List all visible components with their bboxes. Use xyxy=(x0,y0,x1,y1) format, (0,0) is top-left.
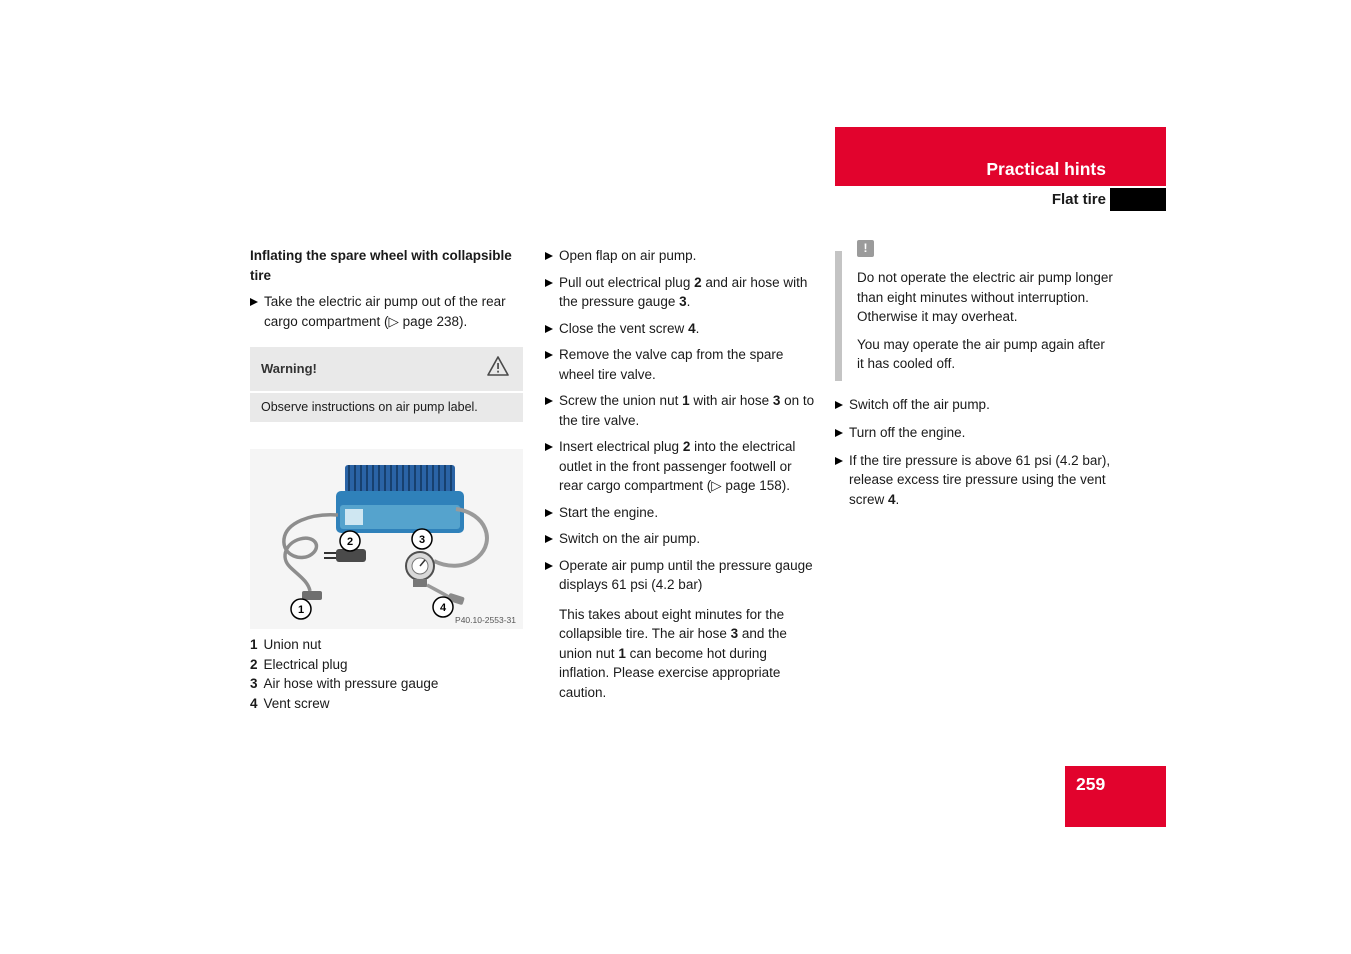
section-banner xyxy=(835,127,1166,186)
caution-note xyxy=(835,240,1113,374)
svg-text:2: 2 xyxy=(346,536,354,548)
inflation-duration-note: This takes about eight minutes for the collapsible tire. The air hose 3 and the union nut 1 can become hot during inflation. Please exercise appropriate caution. xyxy=(559,606,787,700)
bullet-triangle-icon xyxy=(835,423,849,443)
callout-2 xyxy=(340,531,360,551)
union-nut xyxy=(302,591,322,600)
instruction-step xyxy=(545,556,817,595)
step-text: Start the engine. xyxy=(559,504,659,520)
bullet-triangle-icon xyxy=(545,345,559,384)
figure-legend xyxy=(250,635,526,713)
instruction-step xyxy=(835,395,1113,415)
step-text: Open flap on air pump. xyxy=(559,248,697,263)
note-paragraph: You may operate the air pump again after it has cooled off. xyxy=(857,336,1105,371)
legend-label: Air hose with pressure gauge xyxy=(263,676,439,691)
legend-num: 2 xyxy=(250,656,258,672)
air-pump-illustration xyxy=(250,449,523,629)
instruction-step xyxy=(545,529,817,549)
warning-header xyxy=(250,347,523,391)
instruction-step xyxy=(545,273,817,312)
callout-4 xyxy=(433,597,453,617)
step-text: Take the electric air pump out of the rear cargo compartment (▷ page 238). xyxy=(264,294,506,329)
bullet-triangle-icon xyxy=(545,503,559,523)
page-number: 259 xyxy=(1076,774,1106,794)
note-paragraph: Do not operate the electric air pump longer than eight minutes without interruption. Otherwise it may overheat. xyxy=(857,270,1113,324)
legend-item xyxy=(250,635,526,655)
warning-triangle-icon xyxy=(486,355,510,383)
legend-num: 3 xyxy=(250,676,258,691)
subsection-row xyxy=(835,188,1166,211)
callout-3 xyxy=(412,529,432,549)
bullet-triangle-icon xyxy=(835,451,849,510)
step-text: Close the vent screw 4. xyxy=(559,320,700,336)
instruction-step xyxy=(835,451,1113,510)
svg-text:3: 3 xyxy=(418,534,426,546)
legend-label: Vent screw xyxy=(263,695,330,711)
legend-item xyxy=(250,674,526,694)
legend-item xyxy=(250,655,526,675)
instruction-step xyxy=(545,246,817,266)
pump-body xyxy=(336,491,464,533)
bullet-triangle-icon xyxy=(835,395,849,415)
middle-column xyxy=(545,246,817,702)
warning-box xyxy=(250,347,523,422)
bullet-triangle-icon xyxy=(545,319,559,339)
bullet-triangle-icon xyxy=(545,437,559,496)
callout-1 xyxy=(291,599,311,619)
step-text: Remove the valve cap from the spare wheel tire valve. xyxy=(559,347,784,382)
bullet-triangle-icon xyxy=(545,556,559,595)
step-text: Switch on the air pump. xyxy=(559,531,701,546)
pressure-gauge xyxy=(406,552,434,587)
warning-body: Observe instructions on air pump label. xyxy=(250,393,523,422)
legend-num: 1 xyxy=(250,637,258,652)
pump-ridged-top xyxy=(345,465,455,493)
instruction-step xyxy=(545,319,817,339)
step-text: Turn off the engine. xyxy=(849,424,966,440)
note-sidebar xyxy=(835,251,842,381)
instruction-step xyxy=(545,437,817,496)
instruction-step xyxy=(545,345,817,384)
bullet-triangle-icon xyxy=(545,391,559,430)
svg-text:1: 1 xyxy=(297,604,305,616)
topic-heading: Inflating the spare wheel with collapsible tire xyxy=(250,248,512,283)
legend-item xyxy=(250,694,526,714)
step-text: Pull out electrical plug 2 and air hose with the pressure gauge 3. xyxy=(559,274,808,309)
right-column xyxy=(835,240,1113,518)
legend-num: 4 xyxy=(250,695,258,711)
instruction-step xyxy=(545,503,817,523)
legend-label: Electrical plug xyxy=(263,656,348,672)
instruction-step xyxy=(835,423,1113,443)
figure-code: P40.10-2553-31 xyxy=(455,615,516,625)
bullet-triangle-icon xyxy=(545,529,559,549)
left-column xyxy=(250,246,526,713)
step-text: If the tire pressure is above 61 psi (4.2 bar), release excess tire pressure using the vent screw 4. xyxy=(849,452,1111,507)
step-text: Switch off the air pump. xyxy=(849,396,990,412)
subsection-title: Flat tire xyxy=(1051,191,1106,208)
section-title: Practical hints xyxy=(986,158,1106,179)
svg-text:4: 4 xyxy=(439,602,447,614)
electrical-plug xyxy=(324,549,366,562)
step-text: Screw the union nut 1 with air hose 3 on to the tire valve. xyxy=(559,393,815,428)
page-number-box xyxy=(1065,766,1166,827)
bullet-triangle-icon xyxy=(250,292,264,331)
bullet-triangle-icon xyxy=(545,246,559,266)
section-tab-marker xyxy=(1110,188,1166,211)
step-text: Insert electrical plug 2 into the electrical outlet in the front passenger footwell or rear cargo compartment (▷ page 158). xyxy=(559,439,796,493)
step-text: Operate air pump until the pressure gauge displays 61 psi (4.2 bar) xyxy=(559,557,813,592)
warning-title: Warning! xyxy=(261,361,317,377)
bullet-triangle-icon xyxy=(545,273,559,312)
legend-label: Union nut xyxy=(263,637,322,652)
instruction-step xyxy=(545,391,817,430)
exclamation-icon: ! xyxy=(857,240,874,257)
instruction-step xyxy=(250,292,526,331)
